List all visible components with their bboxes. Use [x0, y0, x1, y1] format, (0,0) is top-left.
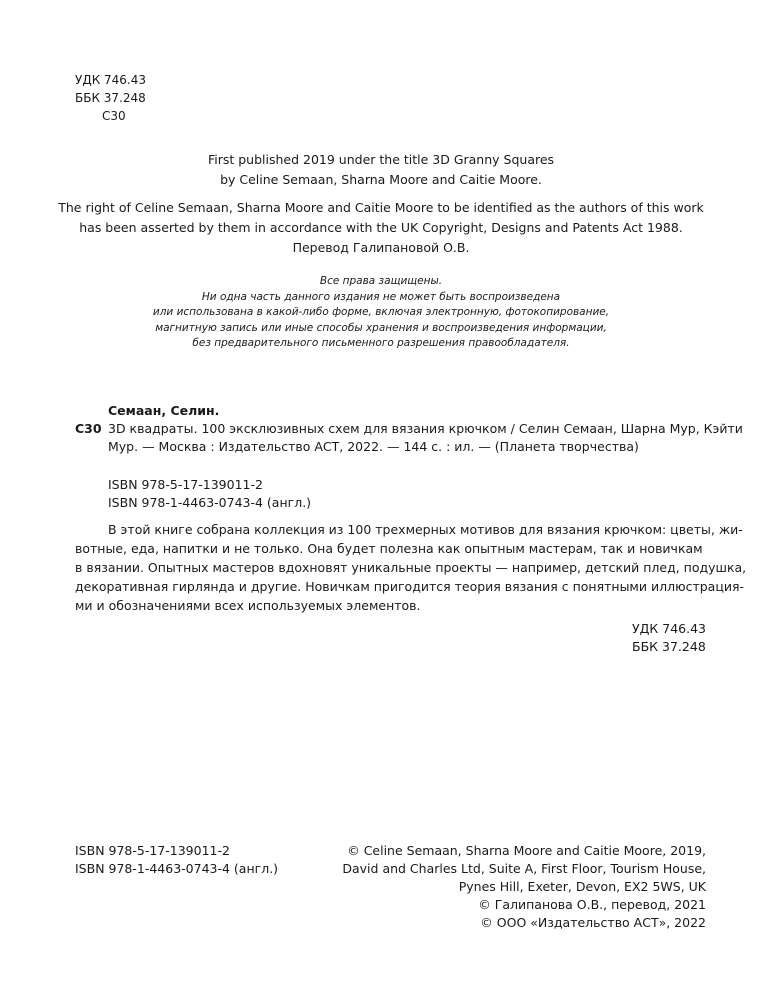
book-annotation [75, 520, 747, 615]
catalog-cutter-code: С30 [75, 421, 102, 436]
copyright-line: © Celine Semaan, Sharna Moore and Caitie Moore, 2019, [347, 843, 706, 858]
copyright-line: Pynes Hill, Exeter, Devon, EX2 5WS, UK [458, 879, 706, 894]
classification-codes-top [75, 71, 146, 125]
first-published-line: First published 2019 under the title 3D Granny Squares [207, 152, 555, 167]
isbn-russian: ISBN 978-5-17-139011-2 [108, 477, 263, 492]
catalog-record-body [75, 420, 743, 456]
annotation-line: в вязании. Опытных мастеров вдохновят уникальные проекты — например, детский плед, подушка, [75, 560, 747, 575]
cutter-code: С30 [102, 109, 126, 123]
bbk-code: ББК 37.248 [75, 91, 146, 105]
annotation-line: ми и обозначениями всех используемых элементов. [75, 598, 421, 613]
isbn-english: ISBN 978-1-4463-0743-4 (англ.) [75, 861, 279, 876]
rights-line: has been asserted by them in accordance with the UK Copyright, Designs and Patents Act 1988. [79, 220, 683, 235]
isbn-block [108, 476, 311, 512]
isbn-english: ISBN 978-1-4463-0743-4 (англ.) [108, 495, 312, 510]
rights-notice-line: или использована в какой-либо форме, включая электронную, фотокопирование, [152, 306, 610, 318]
catalog-record-line: Мур. — Москва : Издательство АСТ, 2022. — 144 с. : ил. — (Планета творчества) [108, 439, 639, 454]
udk-code: УДК 746.43 [632, 621, 706, 636]
catalog-record [75, 402, 743, 456]
rights-line: The right of Celine Semaan, Sharna Moore and Caitie Moore to be identified as the authors of this work [58, 200, 704, 215]
rights-notice-line: магнитную запись или иные способы хранения и воспроизведения информации, [155, 321, 607, 334]
copyright-line: David and Charles Ltd, Suite A, First Floor, Tourism House, [342, 861, 706, 876]
rights-notice-line: без предварительного письменного разрешения правообладателя. [192, 337, 570, 349]
annotation-line: В этой книге собрана коллекция из 100 трехмерных мотивов для вязания крючком: цветы, жи- [108, 522, 743, 537]
rights-notice-russian [0, 274, 762, 352]
bbk-code: ББК 37.248 [632, 639, 706, 654]
copyright-line: © Галипанова О.В., перевод, 2021 [478, 897, 706, 912]
copyright-line: © ООО «Издательство АСТ», 2022 [480, 915, 706, 930]
first-published-line: by Celine Semaan, Sharna Moore and Caitie Moore. [220, 172, 542, 187]
annotation-line: декоративная гирлянда и другие. Новичкам пригодится теория вязания с понятными иллюстрация- [75, 579, 745, 594]
isbn-block-bottom [75, 842, 278, 878]
catalog-author: Семаан, Селин. [108, 403, 220, 418]
rights-notice-line: Все права защищены. [319, 275, 443, 287]
first-published-notice [0, 150, 762, 190]
udk-code: УДК 746.43 [75, 73, 147, 87]
copyright-notices [342, 842, 706, 932]
isbn-russian: ISBN 978-5-17-139011-2 [75, 843, 230, 858]
rights-statement-english [0, 198, 762, 258]
classification-codes-bottom [632, 620, 706, 656]
catalog-record-line: 3D квадраты. 100 эксклюзивных схем для вязания крючком / Селин Семаан, Шарна Мур, Кэйти [108, 421, 743, 436]
annotation-line: вотные, еда, напитки и не только. Она будет полезна как опытным мастерам, так и новичкам [75, 541, 703, 556]
rights-notice-line: Ни одна часть данного издания не может быть воспроизведена [201, 290, 561, 303]
translator-line: Перевод Галипановой О.В. [292, 240, 470, 255]
